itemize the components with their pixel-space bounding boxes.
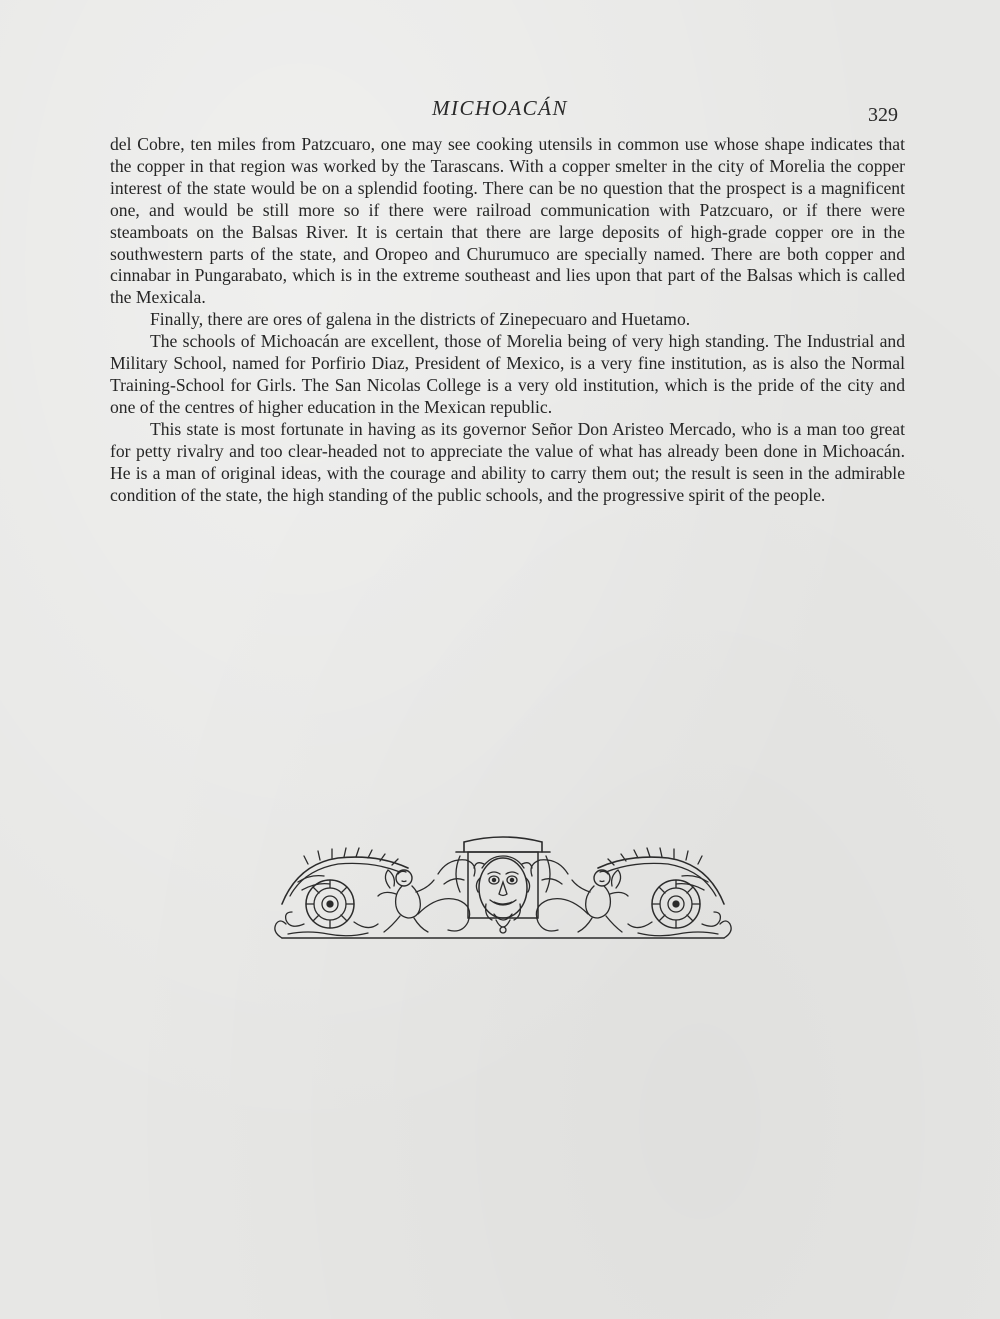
running-title: MICHOACÁN [432, 96, 568, 120]
paragraph-schools: The schools of Michoacán are excellent, those of Morelia being of very high standing. The Industrial and Military School, named for Porfirio Diaz, President of Mexico, is a very fine institution, as is also the Normal Training-School for Girls. The San Nicolas College is a very old institution, which is the pride of the city and one of the centres of higher education in the Mexican republic. [110, 331, 905, 417]
grotesque-mask-scrollwork-tailpiece-icon [268, 834, 738, 946]
page-number: 329 [868, 104, 898, 126]
paragraph-copper: del Cobre, ten miles from Patzcuaro, one may see cooking utensils in common use whose shape indicates that the copper in that region was worked by the Tarascans. With a copper smelter in the city of Morelia the copper interest of the state would be on a splendid footing. There can be no question that the prospect is a magnificent one, and would be still more so if there were railroad communication with Patzcuaro, or if there were steamboats on the Balsas River. It is certain that there are large deposits of high-grade copper ore in the southwestern parts of the state, and Oropeo and Churumuco are specially named. There are both copper and cinnabar in Pungarabato, which is in the extreme southeast and lies upon that part of the Balsas which is called the Mexicala. [110, 134, 905, 308]
paragraph-galena: Finally, there are ores of galena in the districts of Zinepecuaro and Huetamo. [150, 309, 691, 330]
body-text [110, 134, 905, 506]
paragraph-governor: This state is most fortunate in having as its governor Señor Don Aristeo Mercado, who is a man too great for petty rivalry and too clear-headed not to appreciate the value of what has already been done in Michoacán. He is a man of original ideas, with the courage and ability to carry them out; the result is seen in the admirable condition of the state, the high standing of the public schools, and the progressive spirit of the people. [110, 418, 905, 505]
